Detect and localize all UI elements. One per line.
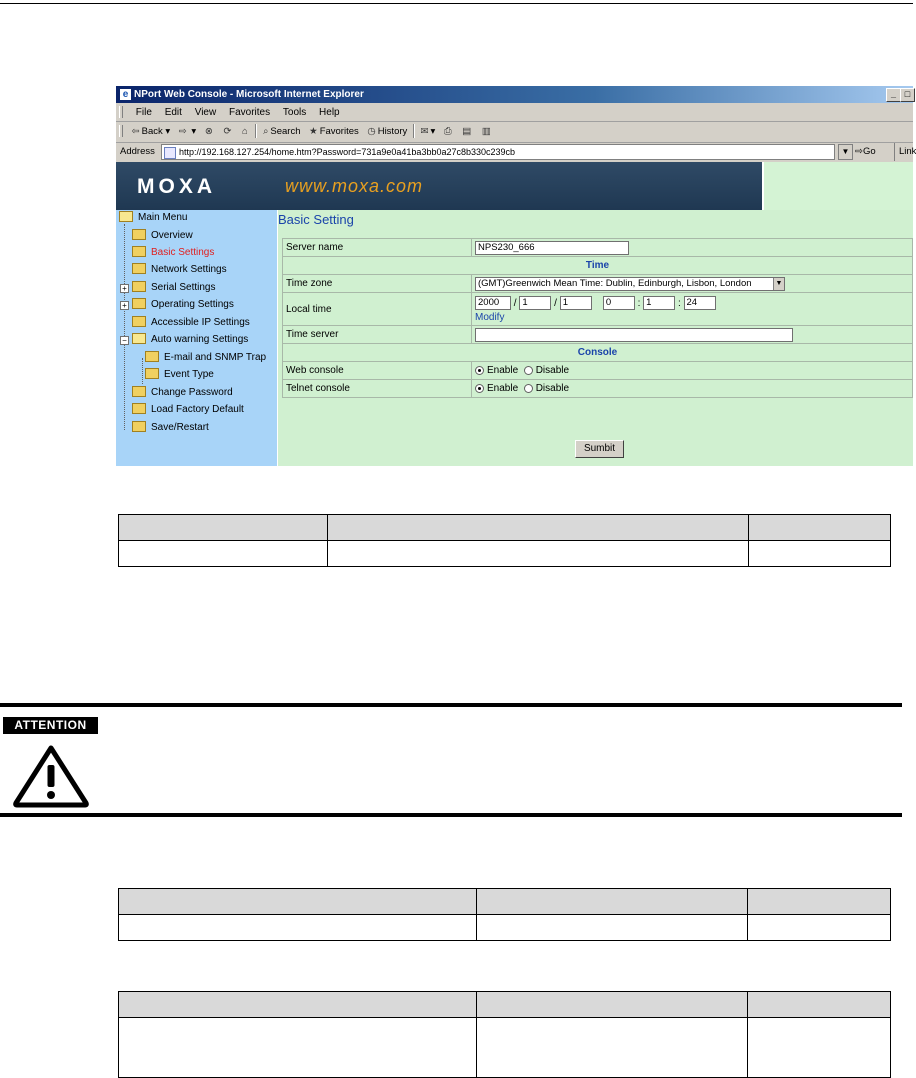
sidebar-item-save-restart[interactable] (132, 420, 209, 436)
sidebar-item-event-type[interactable] (145, 367, 214, 383)
folder-icon (132, 281, 146, 292)
year-input[interactable]: 2000 (475, 296, 511, 310)
time-server-cell (472, 326, 913, 344)
table-header-cell (328, 515, 749, 541)
disable-label: Disable (535, 383, 570, 394)
table-row (119, 1018, 891, 1078)
print-button[interactable] (444, 126, 454, 137)
day-input[interactable]: 1 (560, 296, 592, 310)
sidebar-item-label: E-mail and SNMP Trap (164, 352, 267, 363)
folder-icon (145, 351, 159, 362)
browser-titlebar (116, 86, 913, 103)
web-console-enable-radio[interactable] (475, 366, 484, 375)
menu-view[interactable]: View (194, 107, 217, 118)
history-label: History (377, 126, 408, 137)
telnet-console-disable-radio[interactable] (524, 384, 533, 393)
folder-icon (132, 263, 146, 274)
page-title: Basic Setting (278, 212, 354, 227)
table-cell (119, 541, 328, 567)
folder-icon (132, 386, 146, 397)
menu-edit[interactable]: Edit (164, 107, 182, 118)
discuss-icon: ▥ (481, 126, 491, 137)
expand-plus-icon[interactable]: + (120, 284, 129, 293)
local-time-cell (472, 293, 913, 326)
mail-icon: ✉ (420, 126, 429, 137)
expand-plus-icon[interactable]: + (120, 301, 129, 310)
table-header-cell (119, 889, 477, 915)
address-dropdown-icon[interactable]: ▼ (838, 144, 853, 160)
form-row (283, 362, 913, 380)
tree-line (124, 224, 125, 430)
basic-setting-form (282, 238, 913, 398)
telnet-console-cell (472, 380, 913, 398)
table-header-cell (119, 992, 477, 1018)
disable-label: Disable (535, 365, 570, 376)
menu-tools[interactable]: Tools (282, 107, 307, 118)
stop-icon: ⊗ (204, 126, 213, 137)
menubar-grip-icon (119, 106, 123, 118)
search-label: Search (270, 126, 301, 137)
form-row (283, 344, 913, 362)
banner-side-panel (764, 162, 913, 210)
table-cell (477, 915, 748, 941)
history-icon: ◷ (367, 126, 376, 137)
page-icon (164, 147, 176, 159)
sidebar-item-serial-settings[interactable] (132, 280, 215, 296)
form-row (283, 257, 913, 275)
table-row (119, 541, 891, 567)
table-header-row (119, 992, 891, 1018)
chevron-down-icon: ▼ (773, 278, 784, 290)
forward-button[interactable]: ⇨ ▾ (178, 126, 197, 137)
sidebar-main-menu[interactable] (119, 210, 187, 226)
tree-line (142, 358, 143, 384)
form-row (283, 275, 913, 293)
table-cell (748, 1018, 891, 1078)
menu-file[interactable]: File (135, 107, 152, 118)
form-row (283, 380, 913, 398)
sidebar-item-change-password[interactable] (132, 385, 233, 401)
time-zone-cell (472, 275, 913, 293)
sidebar-item-load-factory-default[interactable] (132, 402, 244, 418)
sidebar-item-label: Serial Settings (151, 282, 216, 293)
time-zone-label: Time zone (283, 275, 472, 293)
favorites-label: Favorites (319, 126, 359, 137)
time-separator: : (677, 297, 681, 309)
print-icon: ⎙ (443, 126, 452, 137)
folder-icon (132, 298, 146, 309)
menu-favorites[interactable]: Favorites (228, 107, 271, 118)
sidebar-item-accessible-ip-settings[interactable] (132, 315, 250, 331)
folder-icon (132, 246, 146, 257)
internet-explorer-icon: e (120, 89, 131, 100)
page-content (116, 162, 913, 466)
server-name-input[interactable]: NPS230_666 (475, 241, 629, 255)
favorites-button[interactable] (309, 126, 359, 137)
attention-label: ATTENTION (3, 717, 98, 734)
attention-top-rule (0, 703, 902, 707)
folder-open-icon (132, 333, 146, 344)
modify-link[interactable]: Modify (475, 311, 505, 323)
table-cell (119, 915, 477, 941)
submit-button[interactable]: Sumbit (575, 440, 624, 458)
sidebar-item-label: Load Factory Default (151, 404, 244, 415)
time-server-label: Time server (283, 326, 472, 344)
menu-help[interactable]: Help (319, 107, 340, 118)
hour-input[interactable]: 0 (603, 296, 635, 310)
stop-button[interactable] (205, 126, 215, 137)
sidebar-item-label: Accessible IP Settings (151, 317, 250, 328)
refresh-icon: ⟳ (223, 126, 232, 137)
go-label: Go (862, 146, 876, 157)
server-name-cell (472, 239, 913, 257)
refresh-button[interactable] (223, 126, 233, 137)
table-header-cell (477, 889, 748, 915)
links-button[interactable]: Link (894, 143, 916, 161)
home-button[interactable] (242, 126, 250, 137)
server-name-label: Server name (283, 239, 472, 257)
sidebar-item-label: Operating Settings (151, 299, 234, 310)
home-icon: ⌂ (242, 126, 248, 137)
edit-button[interactable] (462, 126, 473, 137)
time-zone-value: (GMT)Greenwich Mean Time: Dublin, Edinburgh, Lisbon, London (478, 277, 752, 289)
time-server-input[interactable] (475, 328, 793, 342)
web-console-label: Web console (283, 362, 472, 380)
web-console-disable-radio[interactable] (524, 366, 533, 375)
folder-icon (132, 316, 146, 327)
address-url: http://192.168.127.254/home.htm?Password=731a9e0a41ba3bb0a27c8b330c239cb (179, 147, 516, 157)
form-row (283, 239, 913, 257)
folder-open-icon (119, 211, 133, 222)
minute-input[interactable]: 1 (643, 296, 675, 310)
month-input[interactable]: 1 (519, 296, 551, 310)
table-header-cell (748, 889, 891, 915)
toolbar-separator (413, 124, 415, 138)
enable-label: Enable (487, 383, 519, 394)
time-zone-select[interactable] (475, 277, 785, 291)
back-button[interactable]: ⇦ Back ▾ (131, 126, 171, 137)
enable-label: Enable (487, 365, 519, 376)
browser-window (116, 86, 916, 466)
second-input[interactable]: 24 (684, 296, 716, 310)
moxa-logo: MOXA (137, 175, 216, 198)
sidebar-item-auto-warning-settings[interactable] (132, 332, 248, 348)
table-row (119, 915, 891, 941)
sidebar-item-overview[interactable] (132, 228, 193, 244)
table-cell (749, 541, 891, 567)
page-top-rule (0, 3, 913, 4)
time-separator: : (637, 297, 641, 309)
address-bar (116, 143, 916, 161)
doc-table-1 (118, 514, 891, 567)
maximize-button[interactable]: □ (900, 88, 915, 102)
table-header-row (119, 515, 891, 541)
sidebar-item-basic-settings[interactable] (132, 245, 214, 261)
sidebar-item-label: Auto warning Settings (151, 334, 249, 345)
date-separator: / (554, 297, 557, 309)
warning-triangle-icon (12, 743, 90, 809)
sidebar-item-label: Network Settings (151, 264, 227, 275)
favorites-icon: ★ (309, 126, 318, 137)
main-panel (278, 210, 913, 466)
table-header-cell (119, 515, 328, 541)
form-row (283, 293, 913, 326)
sidebar-menu (116, 210, 277, 466)
form-row (283, 326, 913, 344)
telnet-console-label: Telnet console (283, 380, 472, 398)
sidebar-item-label: Save/Restart (151, 422, 209, 433)
sidebar-item-label: Change Password (151, 387, 233, 398)
forward-arrow-icon: ⇨ (178, 126, 187, 137)
search-icon: ⌕ (263, 126, 269, 137)
go-button[interactable] (855, 143, 876, 161)
minimize-button[interactable]: _ (886, 88, 901, 102)
attention-bottom-rule (0, 813, 902, 817)
folder-icon (132, 403, 146, 414)
browser-toolbar (116, 122, 913, 143)
browser-menubar (116, 104, 913, 122)
sidebar-item-email-snmp-trap[interactable] (145, 350, 266, 366)
collapse-minus-icon[interactable]: − (120, 336, 129, 345)
table-header-row (119, 889, 891, 915)
telnet-console-enable-radio[interactable] (475, 384, 484, 393)
moxa-banner (116, 162, 762, 210)
folder-icon (145, 368, 159, 379)
edit-icon: ▤ (462, 126, 472, 137)
table-header-cell (477, 992, 748, 1018)
address-input[interactable] (161, 144, 835, 160)
search-button[interactable] (263, 126, 300, 137)
moxa-url: www.moxa.com (285, 176, 424, 196)
table-header-cell (749, 515, 891, 541)
history-button[interactable] (367, 126, 407, 137)
time-section-header: Time (283, 257, 913, 275)
back-label: Back (141, 126, 163, 137)
folder-icon (132, 229, 146, 240)
sidebar-item-label: Event Type (164, 369, 214, 380)
toolbar-grip-icon (119, 125, 123, 137)
table-header-cell (748, 992, 891, 1018)
window-title: NPort Web Console - Microsoft Internet Explorer (134, 89, 364, 100)
sidebar-item-network-settings[interactable] (132, 262, 227, 278)
discuss-button[interactable] (482, 126, 493, 137)
mail-button[interactable]: ✉ ▾ (420, 126, 436, 137)
doc-table-2 (118, 888, 891, 941)
address-label: Address (120, 146, 155, 157)
console-section-header: Console (283, 344, 913, 362)
main-menu-label: Main Menu (138, 212, 188, 223)
sidebar-item-label: Overview (151, 230, 193, 241)
doc-table-3 (118, 991, 891, 1078)
table-cell (119, 1018, 477, 1078)
sidebar-item-label: Basic Settings (151, 247, 215, 258)
web-console-cell (472, 362, 913, 380)
go-arrow-icon: ⇨ (855, 146, 863, 157)
back-arrow-icon: ⇦ (131, 126, 140, 137)
folder-icon (132, 421, 146, 432)
date-separator: / (513, 297, 517, 309)
table-cell (748, 915, 891, 941)
local-time-label: Local time (283, 293, 472, 326)
local-time-fields (475, 296, 909, 312)
table-cell (477, 1018, 748, 1078)
toolbar-separator (255, 124, 257, 138)
table-cell (328, 541, 749, 567)
sidebar-item-operating-settings[interactable] (132, 297, 234, 313)
